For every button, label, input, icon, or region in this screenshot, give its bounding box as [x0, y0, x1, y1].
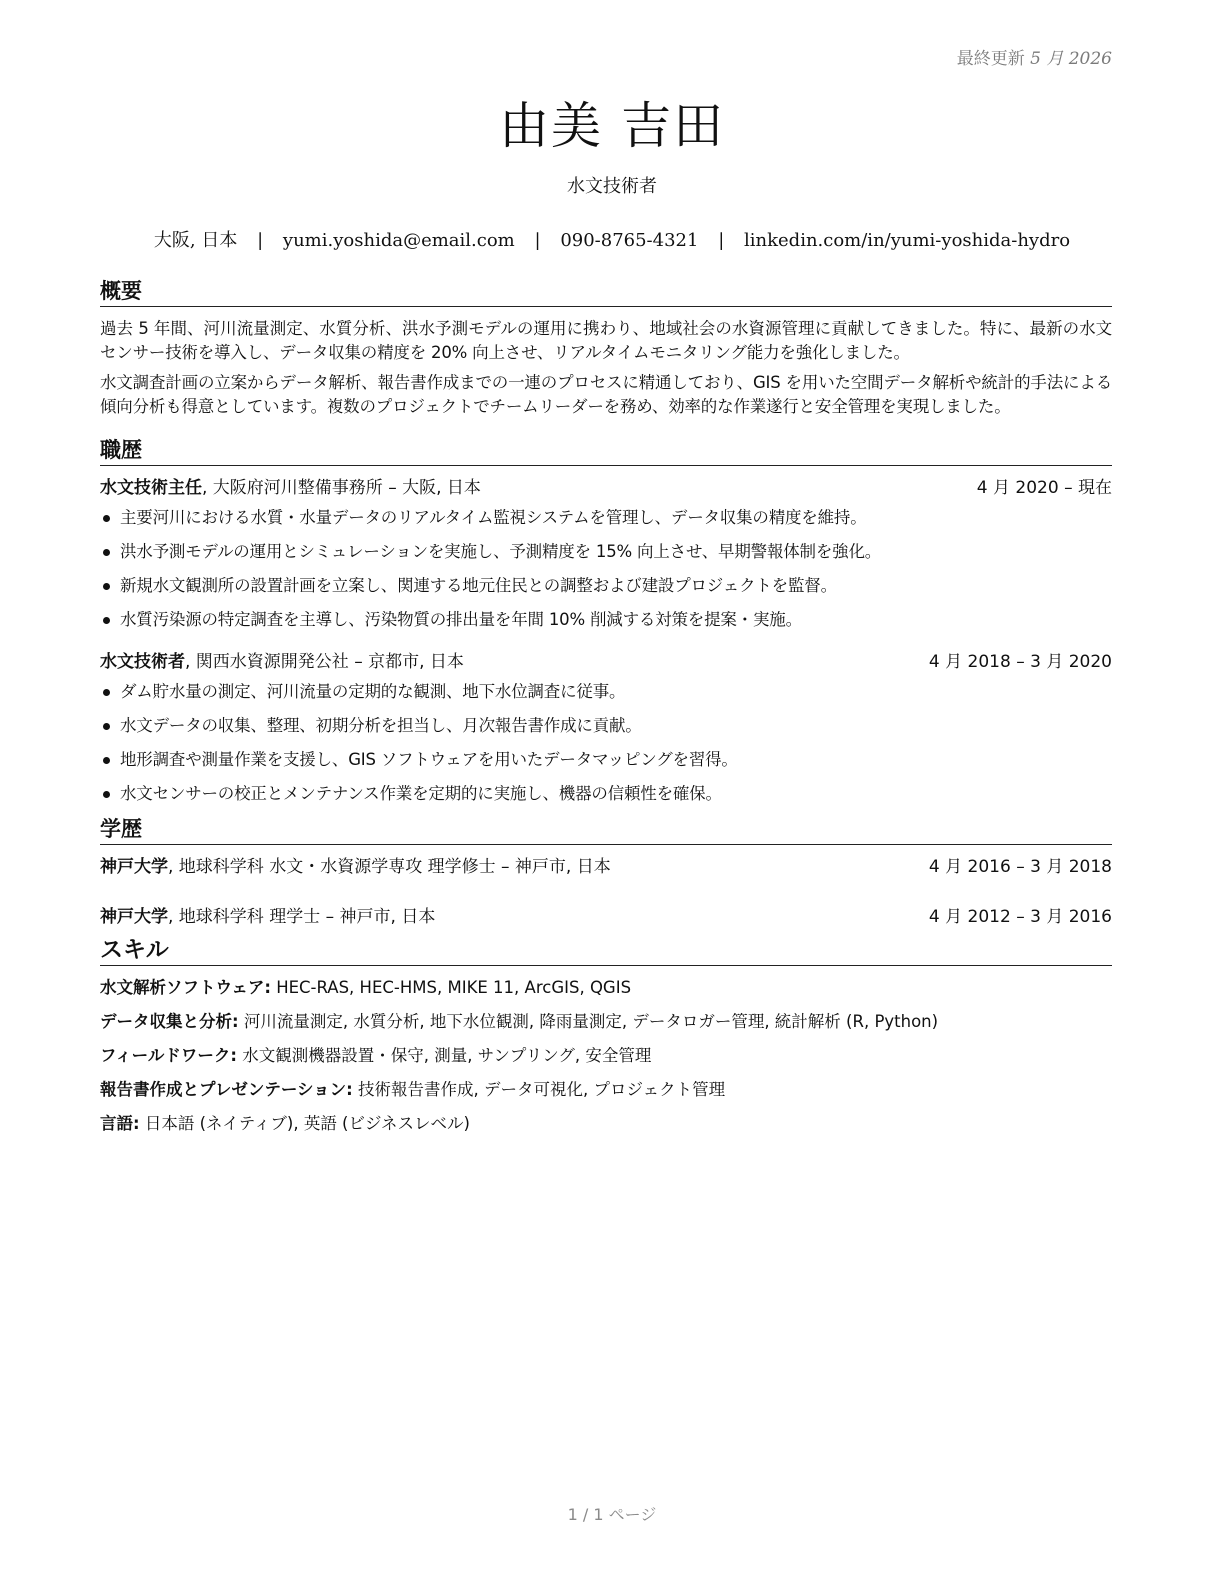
skills-section	[100, 937, 1112, 1136]
candidate-name: 由美 吉田	[499, 97, 725, 155]
job-entry	[100, 650, 1112, 806]
education-title-line	[100, 855, 611, 879]
skill-label: 水文解析ソフトウェア:	[100, 978, 271, 997]
skill-value: 河川流量測定, 水質分析, 地下水位観測, 降雨量測定, データロガー管理, 統計解析 (R, Python)	[238, 1012, 939, 1031]
contact-separator: |	[718, 230, 725, 251]
skill-label: データ収集と分析:	[100, 1012, 239, 1031]
skill-value: 水文観測機器設置・保守, 測量, サンプリング, 安全管理	[236, 1046, 652, 1065]
skill-value: 技術報告書作成, データ可視化, プロジェクト管理	[352, 1080, 726, 1099]
skill-value: HEC-RAS, HEC-HMS, MIKE 11, ArcGIS, QGIS	[270, 978, 632, 997]
skill-row	[100, 1044, 1112, 1068]
contact-email[interactable]: yumi.yoshida@email.com	[282, 230, 515, 251]
skill-value: 日本語 (ネイティブ), 英語 (ビジネスレベル)	[139, 1114, 470, 1133]
contact-phone[interactable]: 090-8765-4321	[560, 230, 699, 251]
skill-row	[100, 1078, 1112, 1102]
contact-line	[0, 226, 1224, 252]
job-title-line	[100, 650, 464, 674]
section-title-education: 学歴	[100, 816, 1112, 845]
skill-label: 報告書作成とプレゼンテーション:	[100, 1080, 353, 1099]
education-school: 神戸大学	[100, 857, 168, 877]
last-updated-date: 5 月 2026	[1030, 49, 1112, 69]
job-bullet: 主要河川における水質・水量データのリアルタイム監視システムを管理し、データ収集の精度を維持。	[100, 506, 1112, 530]
job-organization: , 関西水資源開発公社 – 京都市, 日本	[185, 652, 464, 672]
skill-label: 言語:	[100, 1114, 140, 1133]
education-detail: , 地球科学科 水文・水資源学専攻 理学修士 – 神戸市, 日本	[168, 857, 611, 877]
job-position: 水文技術主任	[100, 478, 202, 498]
education-title-line	[100, 905, 435, 929]
skill-row	[100, 1112, 1112, 1136]
contact-location: 大阪, 日本	[153, 230, 238, 251]
last-updated	[957, 44, 1112, 69]
summary-section	[100, 278, 1112, 419]
job-bullet: 地形調査や測量作業を支援し、GIS ソフトウェアを用いたデータマッピングを習得。	[100, 748, 1112, 772]
last-updated-prefix: 最終更新	[956, 49, 1025, 69]
education-section	[100, 816, 1112, 929]
job-dates: 4 月 2018 – 3 月 2020	[928, 652, 1112, 672]
contact-linkedin[interactable]: linkedin.com/in/yumi-yoshida-hydro	[744, 230, 1071, 251]
resume-body	[100, 278, 1112, 1146]
skill-row	[100, 976, 1112, 1000]
candidate-role: 水文技術者	[567, 176, 657, 197]
job-bullet: 洪水予測モデルの運用とシミュレーションを実施し、予測精度を 15% 向上させ、早期警報体制を強化。	[100, 540, 1112, 564]
education-dates: 4 月 2012 – 3 月 2016	[928, 907, 1112, 927]
job-entry	[100, 476, 1112, 632]
section-title-experience: 職歴	[100, 437, 1112, 466]
job-bullet: 水文センサーの校正とメンテナンス作業を定期的に実施し、機器の信頼性を確保。	[100, 782, 1112, 806]
education-entry	[100, 905, 1112, 929]
job-position: 水文技術者	[100, 652, 185, 672]
job-header	[100, 650, 1112, 674]
section-title-skills: スキル	[100, 937, 1112, 966]
job-bullet: 水質汚染源の特定調査を主導し、汚染物質の排出量を年間 10% 削減する対策を提案・実施。	[100, 608, 1112, 632]
page-number: 1 / 1 ページ	[567, 1505, 657, 1524]
summary-paragraph: 過去 5 年間、河川流量測定、水質分析、洪水予測モデルの運用に携わり、地域社会の水資源管理に貢献してきました。特に、最新の水文センサー技術を導入し、データ収集の精度を 20% 向上させ、リアルタイムモニタリング能力を強化しました。	[100, 319, 1112, 362]
skill-row	[100, 1010, 1112, 1034]
job-bullets	[100, 506, 1112, 632]
contact-separator: |	[534, 230, 541, 251]
job-title-line	[100, 476, 481, 500]
job-bullet: 水文データの収集、整理、初期分析を担当し、月次報告書作成に貢献。	[100, 714, 1112, 738]
contact-separator: |	[257, 230, 264, 251]
section-title-summary: 概要	[100, 278, 1112, 307]
skill-label: フィールドワーク:	[100, 1046, 237, 1065]
education-entry	[100, 855, 1112, 879]
job-bullets	[100, 680, 1112, 806]
job-dates: 4 月 2020 – 現在	[976, 478, 1112, 498]
job-header	[100, 476, 1112, 500]
job-bullet: ダム貯水量の測定、河川流量の定期的な観測、地下水位調査に従事。	[100, 680, 1112, 704]
job-organization: , 大阪府河川整備事務所 – 大阪, 日本	[202, 478, 481, 498]
education-school: 神戸大学	[100, 907, 168, 927]
summary-paragraph: 水文調査計画の立案からデータ解析、報告書作成までの一連のプロセスに精通しており、GIS を用いた空間データ解析や統計的手法による傾向分析も得意としています。複数のプロジェクトでチームリーダーを務め、効率的な作業遂行と安全管理を実現しました。	[100, 373, 1112, 416]
job-bullet: 新規水文観測所の設置計画を立案し、関連する地元住民との調整および建設プロジェクトを監督。	[100, 574, 1112, 598]
experience-section	[100, 437, 1112, 806]
education-detail: , 地球科学科 理学士 – 神戸市, 日本	[168, 907, 436, 927]
education-dates: 4 月 2016 – 3 月 2018	[928, 857, 1112, 877]
